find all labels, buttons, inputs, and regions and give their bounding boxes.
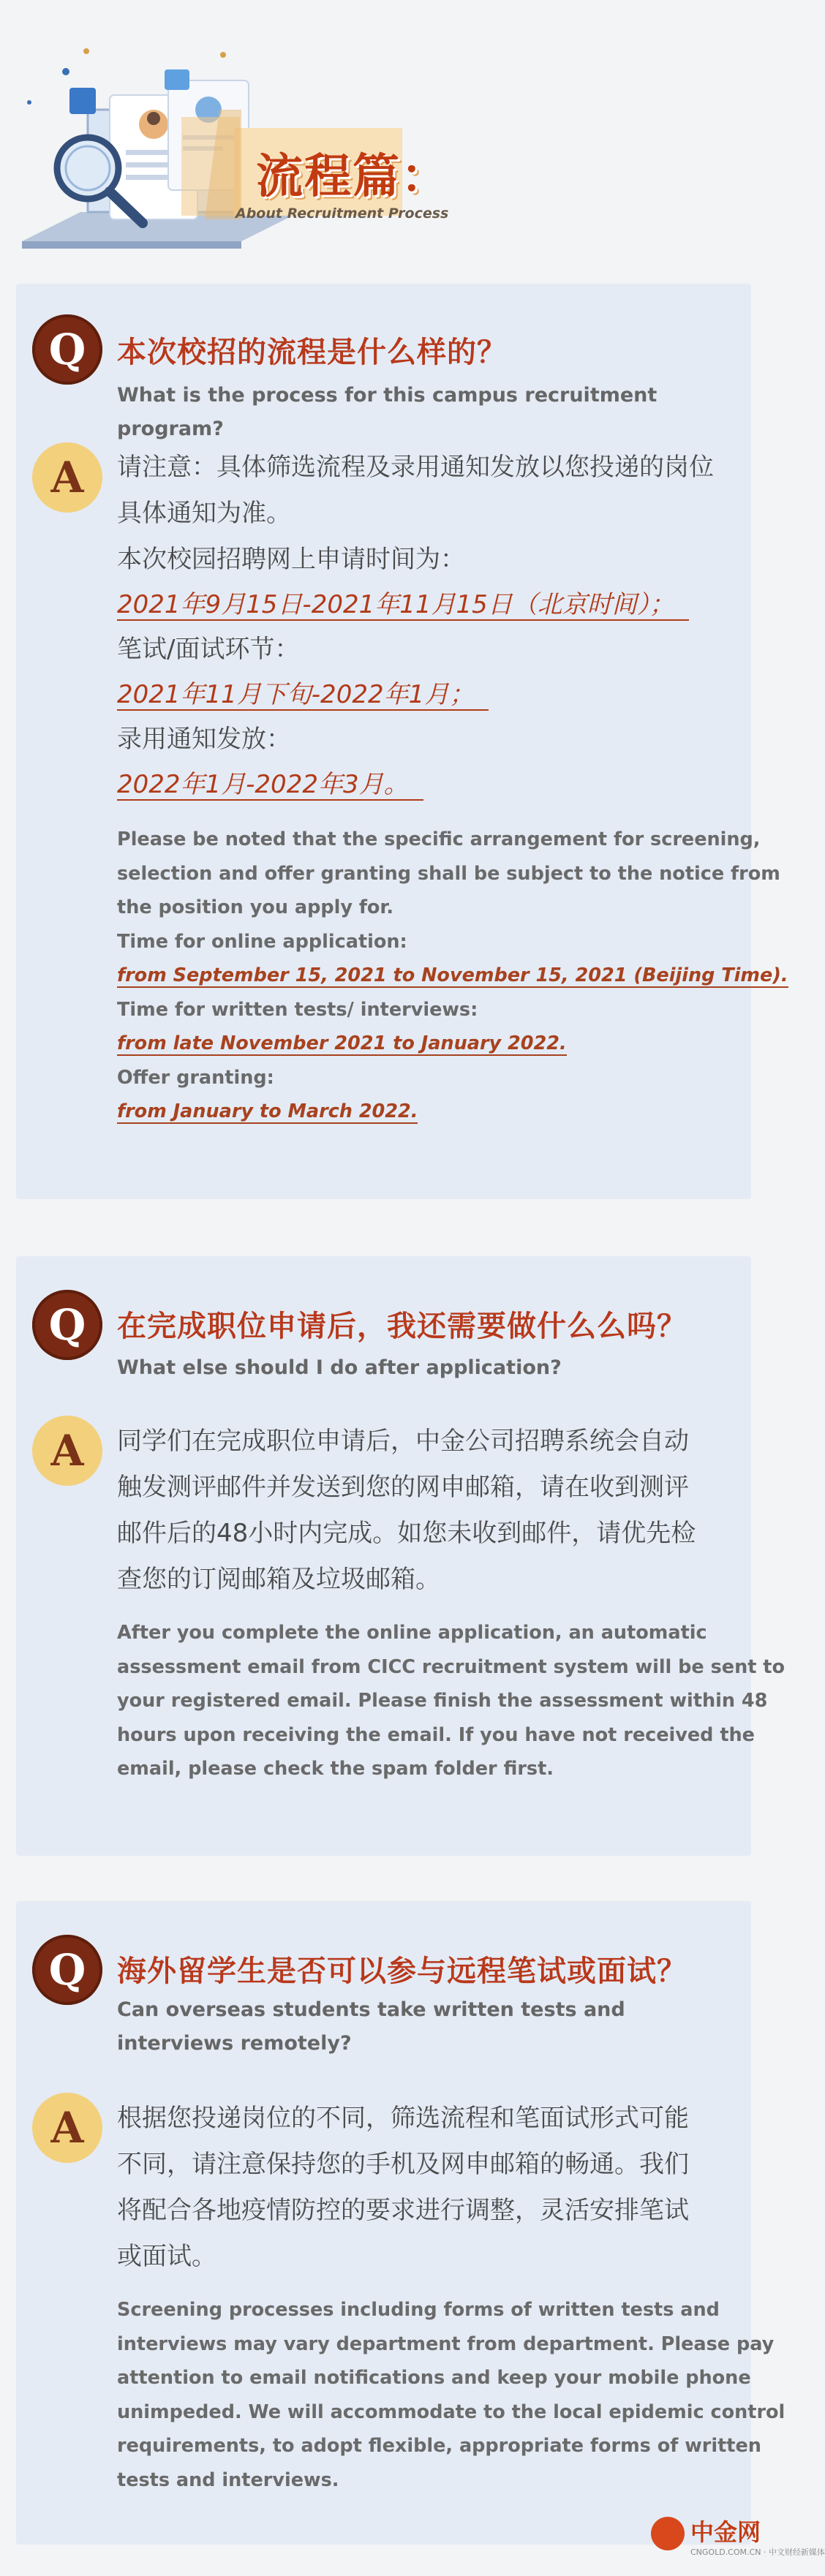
answer-en-line: your registered email. Please finish the assessment within 48	[117, 1690, 768, 1712]
test-period-en-text: from late November 2021 to January 2022.	[117, 1032, 567, 1054]
application-period-en-text: from September 15, 2021 to November 15, 2021 (Beijing Time).	[117, 964, 788, 986]
answer-cn-line: 邮件后的48小时内完成。如您未收到邮件，请优先检	[117, 1519, 696, 1548]
answer-en-line: requirements, to adopt flexible, appropriate forms of written	[117, 2435, 761, 2457]
application-period	[117, 583, 731, 627]
answer-en-line: selection and offer granting shall be subject to the notice from	[117, 862, 780, 885]
answer-cn-line: 笔试/面试环节：	[117, 635, 300, 664]
answer-en-line: attention to email notifications and keep your mobile phone	[117, 2367, 751, 2389]
answer-badge: A	[32, 442, 102, 513]
answer-cn-line: 不同，请注意保持您的手机及网申邮箱的畅通。我们	[117, 2150, 689, 2179]
question-en: What else should I do after application?	[117, 1356, 562, 1379]
test-period	[117, 673, 731, 717]
answer-cn-line: 同学们在完成职位申请后，中金公司招聘系统会自动	[117, 1427, 689, 1456]
question-cn: 在完成职位申请后，我还需要做什么么吗？	[117, 1310, 687, 1343]
answer-block	[117, 2096, 786, 2497]
answer-en-line: hours upon receiving the email. If you have not received the	[117, 1723, 755, 1746]
answer-badge: A	[32, 1416, 102, 1486]
answer-cn-line: 或面试。	[117, 2242, 216, 2271]
answer-en-line: Time for online application:	[117, 930, 407, 953]
test-period-en	[117, 1027, 731, 1061]
recruitment-illustration	[0, 0, 453, 271]
answer-cn-line: 将配合各地疫情防控的要求进行调整，灵活安排笔试	[117, 2196, 689, 2225]
faq-card	[16, 1901, 786, 2545]
answer-cn-line: 录用通知发放：	[117, 725, 291, 754]
answer-badge: A	[32, 2093, 102, 2163]
question-badge: Q	[32, 1935, 102, 2005]
answer-block	[117, 445, 788, 1129]
faq-card	[16, 284, 788, 1199]
test-period-text: 2021年11月下旬-2022年1月；	[117, 680, 489, 711]
answer-en-line: the position you apply for.	[117, 896, 394, 918]
answer-en-line: interviews may vary department from department. Please pay	[117, 2333, 775, 2355]
answer-en-line: Time for written tests/ interviews:	[117, 998, 478, 1021]
logo-text: 中金网	[690, 2518, 761, 2546]
answer-en-line: tests and interviews.	[117, 2469, 339, 2491]
logo-mark-icon	[651, 2517, 685, 2550]
question-en: Can overseas students take written tests and interviews remotely?	[117, 1998, 625, 2055]
answer-en-line: email, please check the spam folder first.	[117, 1758, 554, 1780]
application-period-en	[117, 959, 788, 993]
offer-period-text: 2022年1月-2022年3月。	[117, 770, 423, 801]
question-badge: Q	[32, 314, 102, 385]
offer-period-en	[117, 1095, 731, 1129]
site-logo	[651, 2509, 825, 2568]
answer-en-line: Screening processes including forms of written tests and	[117, 2299, 720, 2321]
answer-cn-line: 具体通知为准。	[117, 499, 291, 528]
faq-card	[16, 1256, 786, 1856]
answer-cn-line: 触发测评邮件并发送到您的网申邮箱，请在收到测评	[117, 1473, 689, 1502]
offer-period	[117, 763, 731, 807]
answer-en-line: After you complete the online application, an automatic	[117, 1622, 707, 1644]
answer-cn-line: 根据您投递岗位的不同，筛选流程和笔面试形式可能	[117, 2104, 689, 2133]
question-cn: 本次校招的流程是什么样的？	[117, 336, 507, 369]
question-en: What is the process for this campus recruitment program?	[117, 384, 658, 440]
page-header	[0, 0, 769, 271]
application-period-text: 2021年9月15日-2021年11月15日（北京时间）；	[117, 590, 689, 621]
logo-subtext: CNGOLD.COM.CN · 中文财经新媒体	[690, 2547, 825, 2557]
page-subtitle: About Recruitment Process	[236, 205, 449, 222]
answer-en-line: unimpeded. We will accommodate to the local epidemic control	[117, 2401, 786, 2423]
answer-cn-line: 本次校园招聘网上申请时间为：	[117, 545, 465, 574]
question-cn: 海外留学生是否可以参与远程笔试或面试？	[117, 1954, 687, 1988]
answer-cn-line: 请注意：具体筛选流程及录用通知发放以您投递的岗位	[117, 453, 714, 482]
page-title: 流程篇：	[256, 150, 449, 204]
offer-period-en-text: from January to March 2022.	[117, 1100, 418, 1122]
answer-en-line: Please be noted that the specific arrangement for screening,	[117, 828, 761, 850]
answer-block	[117, 1419, 786, 1786]
answer-en-line: Offer granting:	[117, 1066, 274, 1089]
answer-cn-line: 查您的订阅邮箱及垃圾邮箱。	[117, 1565, 440, 1594]
question-badge: Q	[32, 1290, 102, 1360]
answer-en-line: assessment email from CICC recruitment system will be sent to	[117, 1655, 786, 1678]
